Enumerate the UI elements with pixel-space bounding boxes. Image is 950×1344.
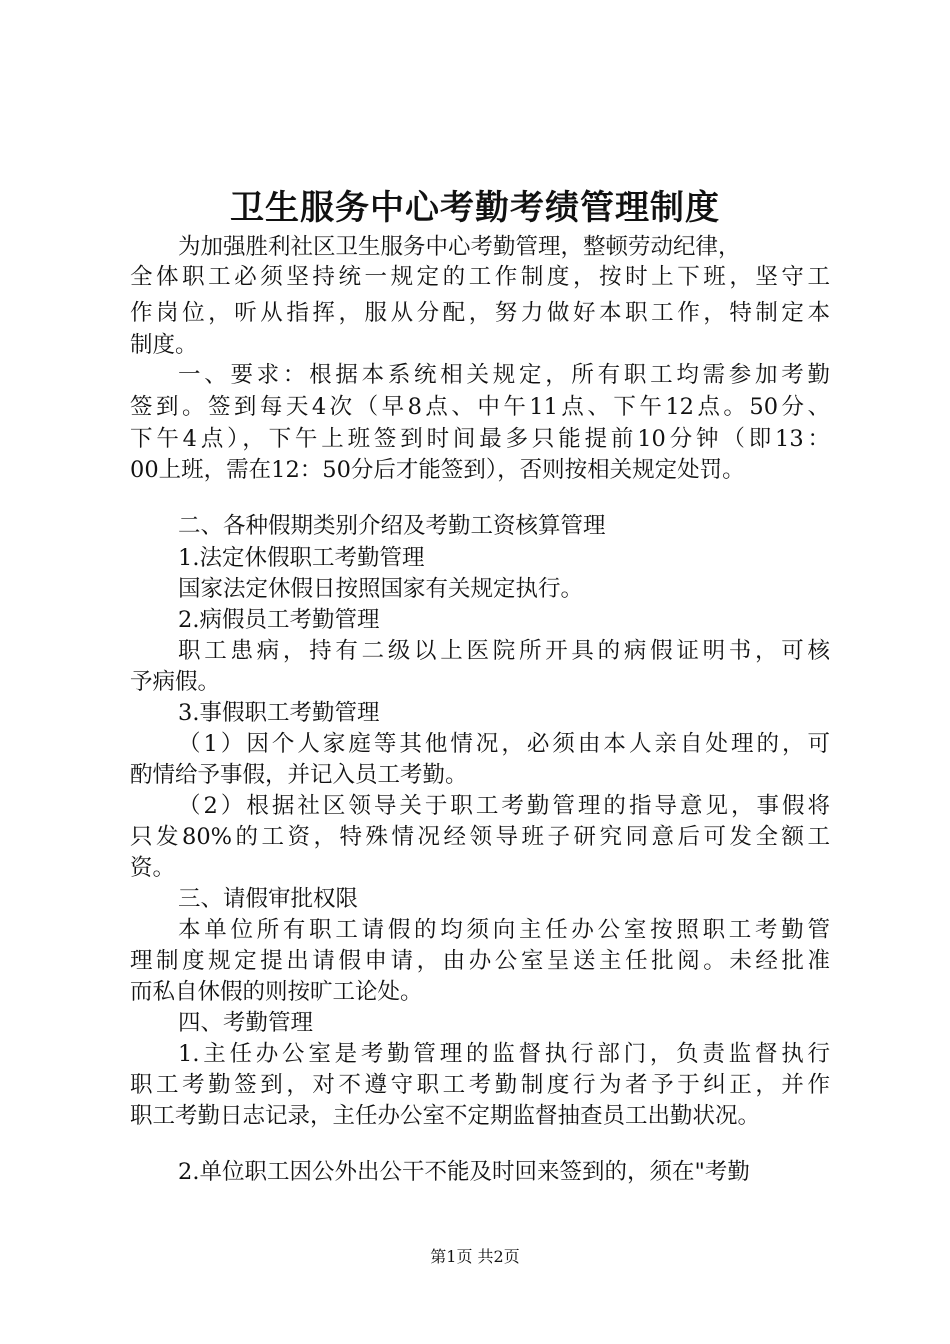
paragraph-line: 职工考勤签到，对不遵守职工考勤制度行为者予于纠正，并作	[130, 1072, 830, 1098]
paragraph-line: 资。	[130, 855, 176, 881]
document-title: 卫生服务中心考勤考绩管理制度	[230, 188, 720, 228]
paragraph-line: 酌情给予事假，并记入员工考勤。	[130, 762, 468, 788]
section-heading: 三、请假审批权限	[178, 886, 359, 912]
page-number-footer: 第1页 共2页	[430, 1247, 520, 1266]
paragraph-line: 1.主任办公室是考勤管理的监督执行部门，负责监督执行	[178, 1041, 830, 1067]
paragraph-line: 签到。签到每天4次（早8点、中午11点、下午12点。50分、	[130, 394, 830, 420]
paragraph-line: 全体职工必须坚持统一规定的工作制度，按时上下班，坚守工	[130, 264, 830, 290]
paragraph-line: （2）根据社区领导关于职工考勤管理的指导意见，事假将	[178, 793, 830, 819]
paragraph-line: 本单位所有职工请假的均须向主任办公室按照职工考勤管	[178, 917, 830, 943]
paragraph-line: 一、要求：根据本系统相关规定，所有职工均需参加考勤	[178, 362, 830, 388]
paragraph-line: 予病假。	[130, 669, 221, 695]
paragraph-line: 下午4点），下午上班签到时间最多只能提前10分钟（即13：	[130, 426, 830, 452]
subsection-heading: 2.病假员工考勤管理	[178, 607, 380, 633]
subsection-heading: 3.事假职工考勤管理	[178, 700, 380, 726]
paragraph-line: 职工患病，持有二级以上医院所开具的病假证明书，可核	[178, 638, 830, 664]
paragraph-line: （1）因个人家庭等其他情况，必须由本人亲自处理的，可	[178, 731, 830, 757]
paragraph-line: 理制度规定提出请假申请，由办公室呈送主任批阅。未经批准	[130, 948, 830, 974]
paragraph-line: 作岗位，听从指挥，服从分配，努力做好本职工作，特制定本	[130, 300, 830, 326]
paragraph-line: 而私自休假的则按旷工论处。	[130, 979, 423, 1005]
paragraph-line: 00上班，需在12：50分后才能签到），否则按相关规定处罚。	[130, 457, 745, 483]
paragraph-line: 为加强胜利社区卫生服务中心考勤管理，整顿劳动纪律，	[178, 234, 741, 260]
paragraph-line: 2.单位职工因公外出公干不能及时回来签到的，须在"考勤	[178, 1159, 750, 1185]
section-heading: 二、各种假期类别介绍及考勤工资核算管理	[178, 513, 606, 539]
subsection-heading: 1.法定休假职工考勤管理	[178, 545, 425, 571]
paragraph-line: 制度。	[130, 332, 198, 358]
section-heading: 四、考勤管理	[178, 1010, 314, 1036]
paragraph-line: 职工考勤日志记录，主任办公室不定期监督抽查员工出勤状况。	[130, 1103, 761, 1129]
paragraph-line: 只发80%的工资，特殊情况经领导班子研究同意后可发全额工	[130, 824, 830, 850]
paragraph-line: 国家法定休假日按照国家有关规定执行。	[178, 576, 584, 602]
